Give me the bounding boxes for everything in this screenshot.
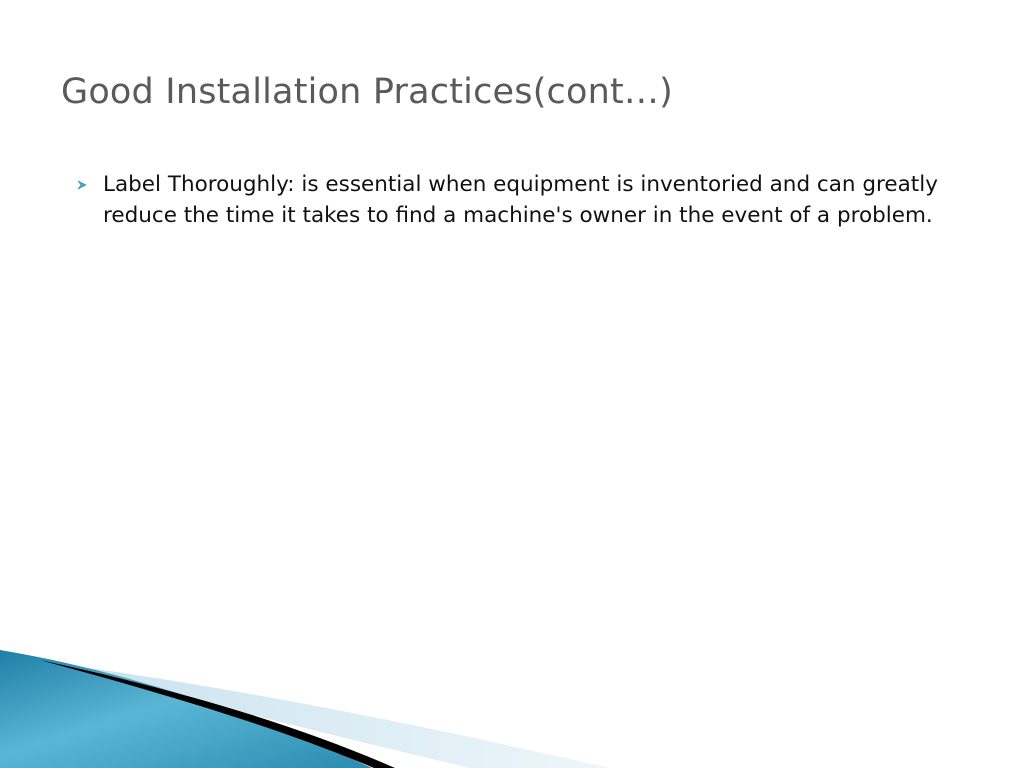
bullet-text: Label Thoroughly: is essential when equipment is inventoried and can greatly reduce the time it takes to find a machine's owner in the event of a problem. (103, 172, 938, 228)
decor-light-band (60, 664, 610, 768)
decor-black-swoosh (40, 660, 395, 768)
decor-blue-wedge (0, 650, 372, 768)
bullet-item (75, 169, 965, 231)
slide-title: Good Installation Practices(cont…) (61, 72, 673, 112)
bullet-list (75, 169, 965, 231)
arrowhead-bullet-icon (75, 169, 89, 200)
